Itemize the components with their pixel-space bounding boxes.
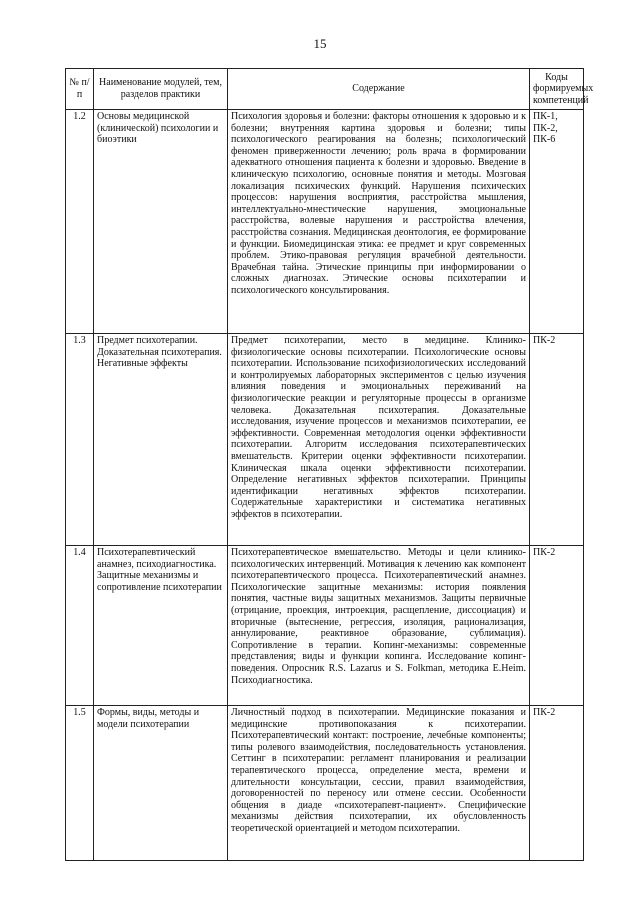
row-name: Формы, виды, методы и модели психотерапии	[94, 706, 228, 861]
row-codes: ПК-2	[530, 706, 584, 861]
row-content: Психотерапевтическое вмешательство. Методы и цели клинико-психологических интервенций. Мотивация к лечению как компонент психотерапевтического процесса. Психотерапевтический анамнез. Психологические защитные механизмы: история появления понятия, частные виды защитных механизмов. Защиты первичные (отрицание, проекция, интроекция, расщепление, диссоциация) и вторичные (вытеснение, регрессия, изоляция, рационализация, аннулирование, реактивное образование, сублимация). Сопротивление в терапии. Копинг-механизмы: современные представления; виды и функции копинга. Исследование копинг-поведения. Опросник R.S. Lazarus и S. Folkman, методика E.Heim. Психодиагностика.	[228, 546, 530, 706]
row-num: 1.5	[66, 706, 94, 861]
row-name: Основы медицинской (клинической) психологии и биоэтики	[94, 110, 228, 334]
page-number: 15	[313, 36, 327, 51]
row-num: 1.4	[66, 546, 94, 706]
table-row	[66, 546, 584, 706]
table-row	[66, 334, 584, 546]
row-name: Предмет психотерапии. Доказательная психотерапия. Негативные эффекты	[94, 334, 228, 546]
header-num: № п/п	[66, 69, 94, 110]
table-row	[66, 706, 584, 861]
table-header-row	[66, 69, 584, 110]
row-codes: ПК-2	[530, 334, 584, 546]
row-name: Психотерапевтический анамнез, психодиагностика. Защитные механизмы и сопротивление психотерапии	[94, 546, 228, 706]
row-num: 1.2	[66, 110, 94, 334]
row-content: Предмет психотерапии, место в медицине. Клинико-физиологические основы психотерапии. Психологические основы психотерапии. Использование психофизиологических исследований и контролируемых лабораторных экспериментов с целью изучения влияния поведения и эмоциональных переживаний на физиологические реакции и регуляторные процессы в организме человека. Доказательная психотерапия. Доказательные исследования, изучение процессов и механизмов психотерапии, ее эффективности. Современная методология оценки эффективности психотерапии. Алгоритм исследования психотерапевтических вмешательств. Критерии оценки эффективности психотерапии. Клиническая шкала оценки эффективности психотерапии. Определение негативных эффектов психотерапии. Принципы идентификации негативных эффектов психотерапии. Содержательные характеристики и систематика негативных эффектов в психотерапии.	[228, 334, 530, 546]
row-num: 1.3	[66, 334, 94, 546]
row-content: Личностный подход в психотерапии. Медицинские показания и медицинские противопоказания к психотерапии. Психотерапевтический контакт: построение, лечебные компоненты; типы ролевого взаимодействия, последовательность установления. Сеттинг в психотерапии: регламент планирования и реализации терапевтического процесса, определение места, времени и длительности консультации, сессии, правил взаимодействия, договоренностей по переносу или отмене сессии. Особенности общения в диаде «психотерапевт-пациент». Специфические механизмы действия психотерапии, их обусловленность теоретической ориентацией и методом психотерапии.	[228, 706, 530, 861]
header-name: Наименование модулей, тем, разделов практики	[94, 69, 228, 110]
curriculum-table	[65, 68, 594, 861]
row-codes: ПК-2	[530, 546, 584, 706]
header-content: Содержание	[228, 69, 530, 110]
header-codes: Коды формируемых компетенций	[530, 69, 584, 110]
row-content: Психология здоровья и болезни: факторы отношения к здоровью и к болезни; внутренняя картина здоровья и болезни; типы психологического реагирования на болезнь; психологический феномен приверженности лечению; роль врача в формировании адекватного отношения пациента к болезни и здоровью. Введение в клиническую психологию, основные понятия и методы. Мозговая локализация психических функций. Нарушения психических процессов: нарушения восприятия, расстройства мышления, интеллектуально-мнестические нарушения, эмоциональные расстройства, волевые нарушения и расстройства влечения, расстройства сознания. Медицинская деонтология, ее формирование и функции. Биомедицинская этика: ее предмет и круг современных проблем. Этико-правовая регуляция врачебной деятельности. Врачебная тайна. Этические принципы при информировании о сложных диагнозах. Этические основы психотерапии и психологического консультирования.	[228, 110, 530, 334]
row-codes: ПК-1, ПК-2, ПК-6	[530, 110, 584, 334]
table-row	[66, 110, 584, 334]
